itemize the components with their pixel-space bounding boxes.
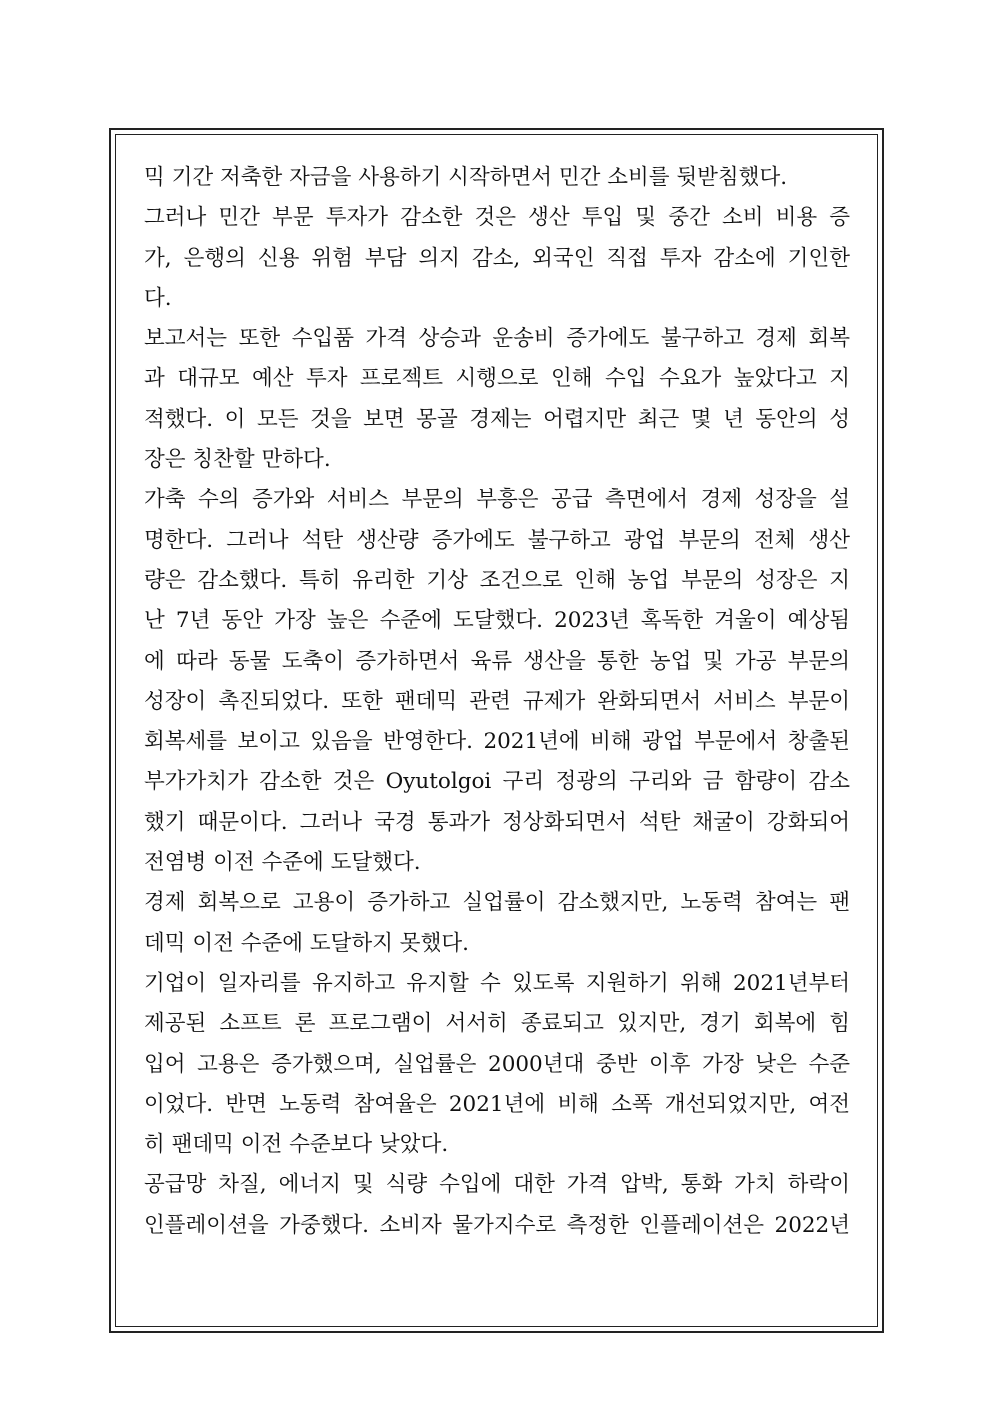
text-line: 보고서는 또한 수입품 가격 상승과 운송비 증가에도 불구하고 경제 회복 xyxy=(144,326,850,352)
text-line: 그러나 민간 부문 투자가 감소한 것은 생산 투입 및 중간 소비 비용 증 xyxy=(144,205,850,231)
text-line: 경제 회복으로 고용이 증가하고 실업률이 감소했지만, 노동력 참여는 팬 xyxy=(144,890,850,916)
text-line: 믹 기간 저축한 자금을 사용하기 시작하면서 민간 소비를 뒷받침했다. xyxy=(144,165,788,190)
text-line: 데믹 이전 수준에 도달하지 못했다. xyxy=(144,930,469,956)
text-line: 공급망 차질, 에너지 및 식량 수입에 대한 가격 압박, 통화 가치 하락이 xyxy=(144,1172,850,1198)
text-line: 인플레이션을 가중했다. 소비자 물가지수로 측정한 인플레이션은 2022년 xyxy=(144,1212,850,1238)
text-line: 과 대규모 예산 투자 프로젝트 시행으로 인해 수입 수요가 높았다고 지 xyxy=(144,366,850,392)
text-line: 제공된 소프트 론 프로그램이 서서히 종료되고 있지만, 경기 회복에 힘 xyxy=(144,1011,850,1037)
text-line: 가, 은행의 신용 위험 부담 의지 감소, 외국인 직접 투자 감소에 기인한 xyxy=(144,245,850,271)
text-line: 히 팬데믹 이전 수준보다 낮았다. xyxy=(144,1132,449,1158)
text-line: 회복세를 보이고 있음을 반영한다. 2021년에 비해 광업 부문에서 창출된 xyxy=(144,729,850,755)
text-line: 다. xyxy=(144,285,172,311)
text-line: 에 따라 동물 도축이 증가하면서 육류 생산을 통한 농업 및 가공 부문의 xyxy=(144,648,850,674)
text-line: 량은 감소했다. 특히 유리한 기상 조건으로 인해 농업 부문의 성장은 지 xyxy=(144,567,850,593)
text-line: 난 7년 동안 가장 높은 수준에 도달했다. 2023년 혹독한 겨울이 예상됨 xyxy=(144,608,850,634)
text-line: 가축 수의 증가와 서비스 부문의 부흥은 공급 측면에서 경제 성장을 설 xyxy=(144,487,850,513)
text-line: 성장이 촉진되었다. 또한 팬데믹 관련 규제가 완화되면서 서비스 부문이 xyxy=(144,688,850,714)
text-line: 기업이 일자리를 유지하고 유지할 수 있도록 지원하기 위해 2021년부터 xyxy=(144,970,850,996)
text-line: 이었다. 반면 노동력 참여율은 2021년에 비해 소폭 개선되었지만, 여전 xyxy=(144,1091,850,1117)
text-line: 했기 때문이다. 그러나 국경 통과가 정상화되면서 석탄 채굴이 강화되어 xyxy=(144,809,850,835)
text-line: 전염병 이전 수준에 도달했다. xyxy=(144,850,421,876)
text-line: 장은 칭찬할 만하다. xyxy=(144,447,331,473)
text-line: 적했다. 이 모든 것을 보면 몽골 경제는 어렵지만 최근 몇 년 동안의 성 xyxy=(144,406,850,432)
text-line: 입어 고용은 증가했으며, 실업률은 2000년대 중반 이후 가장 낮은 수준 xyxy=(144,1051,850,1077)
text-line: 명한다. 그러나 석탄 생산량 증가에도 불구하고 광업 부문의 전체 생산 xyxy=(144,527,850,553)
document-body xyxy=(144,158,850,1246)
text-line: 부가가치가 감소한 것은 Oyutolgoi 구리 정광의 구리와 금 함량이 감소 xyxy=(144,769,850,795)
